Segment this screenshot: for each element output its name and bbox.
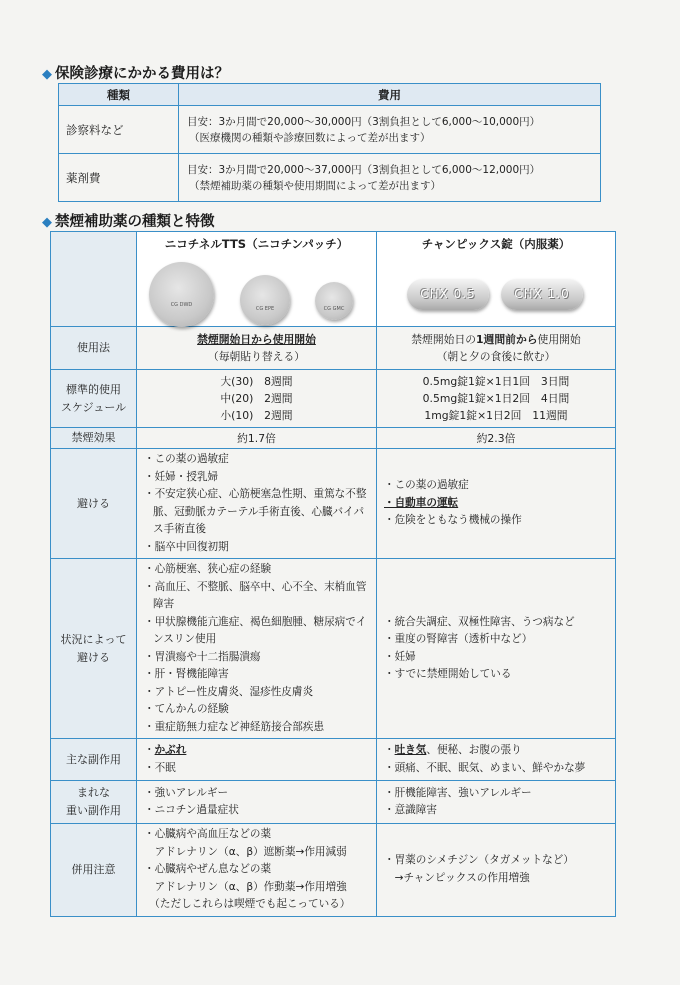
cost-note: （禁煙補助薬の種類や使用期間によって差が出ます） [189, 179, 441, 192]
table-row [51, 781, 616, 824]
list [377, 612, 615, 686]
list [377, 850, 615, 889]
list-item: ・統合失調症、双極性障害、うつ病など [384, 615, 575, 628]
patch-usage-main: 禁煙開始日から使用開始 [197, 333, 316, 346]
patch-name: ニコチネルTTS（ニコチンパッチ） [164, 237, 349, 251]
chantix-name: チャンピックス錠（内服薬） [421, 237, 571, 251]
list [137, 740, 376, 779]
patch-imprint: CG DWD [170, 302, 193, 308]
schedule-line: 0.5mg錠1錠×1日1回 3日間 [422, 375, 570, 388]
label-line: 状況によって [60, 632, 127, 646]
list-item [384, 495, 609, 513]
patch-conditional [137, 559, 377, 739]
chantix-header-cell [377, 232, 616, 327]
list-item: ・危険をともなう機械の操作 [384, 514, 522, 527]
list-item: ・胃潰瘍や十二指腸潰瘍 [144, 650, 261, 663]
list [377, 475, 615, 532]
cost-cell [179, 106, 601, 154]
list-item: ・この薬の過敏症 [144, 453, 229, 465]
list-item: ・不安定狭心症、心筋梗塞急性期、重篤な不整脈、冠動脈カテーテル手術直後、心臓バイパス手術直後 [144, 488, 367, 535]
section-title-drugs [42, 210, 215, 231]
schedule-line: 0.5mg錠1錠×1日2回 4日間 [422, 392, 570, 405]
table-row [51, 428, 616, 449]
schedule-line: 小(10) 2週間 [220, 409, 293, 422]
row-label-side-effects: 主な副作用 [51, 739, 137, 781]
cost-line: 目安：3か月間で20,000〜37,000円（3割負担として6,000〜12,000円） [187, 163, 541, 176]
label-line: スケジュール [60, 400, 127, 414]
text-span-bold: 吐き気 [394, 744, 427, 756]
table-row [51, 824, 616, 917]
row-label: 診察料など [59, 106, 179, 154]
table-row [59, 154, 601, 202]
list-item: （ただしこれらは喫煙でも起こっている） [144, 898, 351, 910]
patch-usage-note: （毎朝貼り替える） [207, 350, 306, 363]
text-span: 禁煙開始日の [411, 333, 477, 346]
diamond-icon: ◆ [42, 215, 52, 230]
list-item: ・脳卒中回復初期 [144, 540, 229, 553]
row-label-schedule [51, 370, 137, 428]
list-item: ・吐き気、便秘、お腹の張り [384, 744, 522, 756]
list-item: ・この薬の過敏症 [384, 479, 469, 492]
list-item: →チャンピックスの作用増強 [384, 871, 530, 884]
schedule-line: 大(30) 8週間 [220, 375, 293, 388]
row-label-conditional [51, 559, 137, 739]
list-item: アドレナリン（α、β）遮断薬→作用減弱 [144, 845, 347, 858]
list-item: ・重症筋無力症など神経筋接合部疾患 [144, 720, 325, 733]
list-item: ・重度の腎障害（透析中など） [384, 633, 533, 645]
table-row [51, 559, 616, 739]
col-header-cost: 費用 [179, 84, 601, 106]
patch-imprint: CG GMC [323, 306, 345, 312]
list-item: ・頭痛、不眠、眠気、めまい、鮮やかな夢 [384, 761, 586, 774]
list-item: ・高血圧、不整脈、脳卒中、心不全、末梢血管障害 [144, 580, 367, 610]
list-item: ・心筋梗塞、狭心症の経験 [144, 563, 272, 575]
list-item: ・肝機能障害、強いアレルギー [384, 786, 532, 799]
drug-table [50, 231, 616, 917]
row-label: 薬剤費 [59, 154, 179, 202]
list-item: ・甲状腺機能亢進症、褐色細胞腫、糖尿病でインスリン使用 [144, 615, 367, 645]
schedule-line: 中(20) 2週間 [220, 392, 293, 405]
patch-medium-image [240, 275, 290, 325]
chantix-usage-note: （朝と夕の食後に飲む） [436, 350, 556, 363]
label-line: 重い副作用 [66, 804, 121, 817]
list-item: ・てんかんの経験 [144, 703, 229, 715]
row-label-rare [51, 781, 137, 824]
list-item: ・すでに禁煙開始している [384, 668, 512, 680]
table-row-header [51, 232, 616, 327]
list-item: ・心臓病やぜん息などの薬 [144, 863, 272, 875]
list [137, 449, 376, 558]
section-title-cost-text: 保険診療にかかる費用は？ [55, 66, 229, 82]
list-item: アドレナリン（α、β）作動薬→作用増強 [144, 880, 347, 893]
list [377, 783, 615, 822]
chantix-side-effects [377, 739, 616, 781]
table-row [51, 739, 616, 781]
cost-line: 目安：3か月間で20,000〜30,000円（3割負担として6,000〜10,000円） [187, 115, 541, 128]
list [377, 740, 615, 779]
chantix-combo [377, 824, 616, 917]
text-span-bold: 1週間前から [476, 333, 538, 346]
text-span: 、便秘、お腹の張り [426, 744, 522, 756]
chantix-avoid [377, 449, 616, 559]
cost-table [58, 83, 601, 202]
list-item: ・肝・腎機能障害 [144, 668, 229, 680]
chantix-usage-main [377, 331, 615, 348]
list-item: ・意識障害 [384, 804, 437, 816]
list-item: ・強いアレルギー [144, 786, 229, 799]
patch-avoid [137, 449, 377, 559]
section-title-drugs-text: 禁煙補助薬の種類と特徴 [55, 214, 215, 230]
list-item: ・妊婦・授乳婦 [144, 470, 219, 483]
row-label-usage: 使用法 [51, 327, 137, 370]
patch-combo [137, 824, 377, 917]
patch-schedule [137, 370, 377, 428]
chantix-usage [377, 327, 616, 370]
text-span: 使用開始 [537, 333, 581, 346]
chantix-rare [377, 781, 616, 824]
corner-cell [51, 232, 137, 327]
list-item: ・かぶれ [144, 744, 187, 756]
list-item: ・胃薬のシメチジン（タガメットなど） [384, 854, 574, 867]
table-row [51, 327, 616, 370]
col-header-type: 種類 [59, 84, 179, 106]
label-line: 避ける [77, 650, 110, 664]
list-item: ・心臓病や高血圧などの薬 [144, 828, 272, 840]
label-line: まれな [77, 786, 110, 799]
patch-usage [137, 327, 377, 370]
table-row [51, 370, 616, 428]
diamond-icon: ◆ [42, 67, 52, 82]
patch-header-cell [137, 232, 377, 327]
list [137, 783, 376, 822]
list-item: ・妊婦 [384, 650, 416, 663]
patch-side-effects [137, 739, 377, 781]
patch-small-image [315, 282, 353, 320]
chantix-effect: 約2.3倍 [377, 428, 616, 449]
table-row [59, 106, 601, 154]
section-title-cost [42, 62, 229, 83]
schedule-line: 1mg錠1錠×1日2回 11週間 [424, 409, 568, 422]
list-item: ・アトピー性皮膚炎、湿疹性皮膚炎 [144, 685, 314, 698]
patch-effect: 約1.7倍 [137, 428, 377, 449]
chantix-schedule [377, 370, 616, 428]
patch-large-image [149, 262, 214, 327]
text-span-bold: かぶれ [154, 744, 187, 756]
table-row [51, 449, 616, 559]
label-line: 標準的使用 [66, 382, 121, 396]
cost-note: （医療機関の種類や診療回数によって差が出ます） [189, 131, 431, 144]
list-item: ・不眠 [144, 761, 176, 774]
list [137, 559, 376, 738]
patch-rare [137, 781, 377, 824]
row-label-avoid: 避ける [51, 449, 137, 559]
text-span-bold: ・自動車の運転 [384, 496, 459, 509]
pill-05-image: CHX 0.5 [407, 279, 489, 310]
patch-imprint: CG EPE [255, 306, 275, 312]
chantix-conditional [377, 559, 616, 739]
cost-cell [179, 154, 601, 202]
row-label-combo: 併用注意 [51, 824, 137, 917]
list [137, 824, 376, 916]
list-item: ・ニコチン過量症状 [144, 804, 239, 816]
pill-10-image: CHX 1.0 [501, 279, 583, 310]
row-label-effect: 禁煙効果 [51, 428, 137, 449]
